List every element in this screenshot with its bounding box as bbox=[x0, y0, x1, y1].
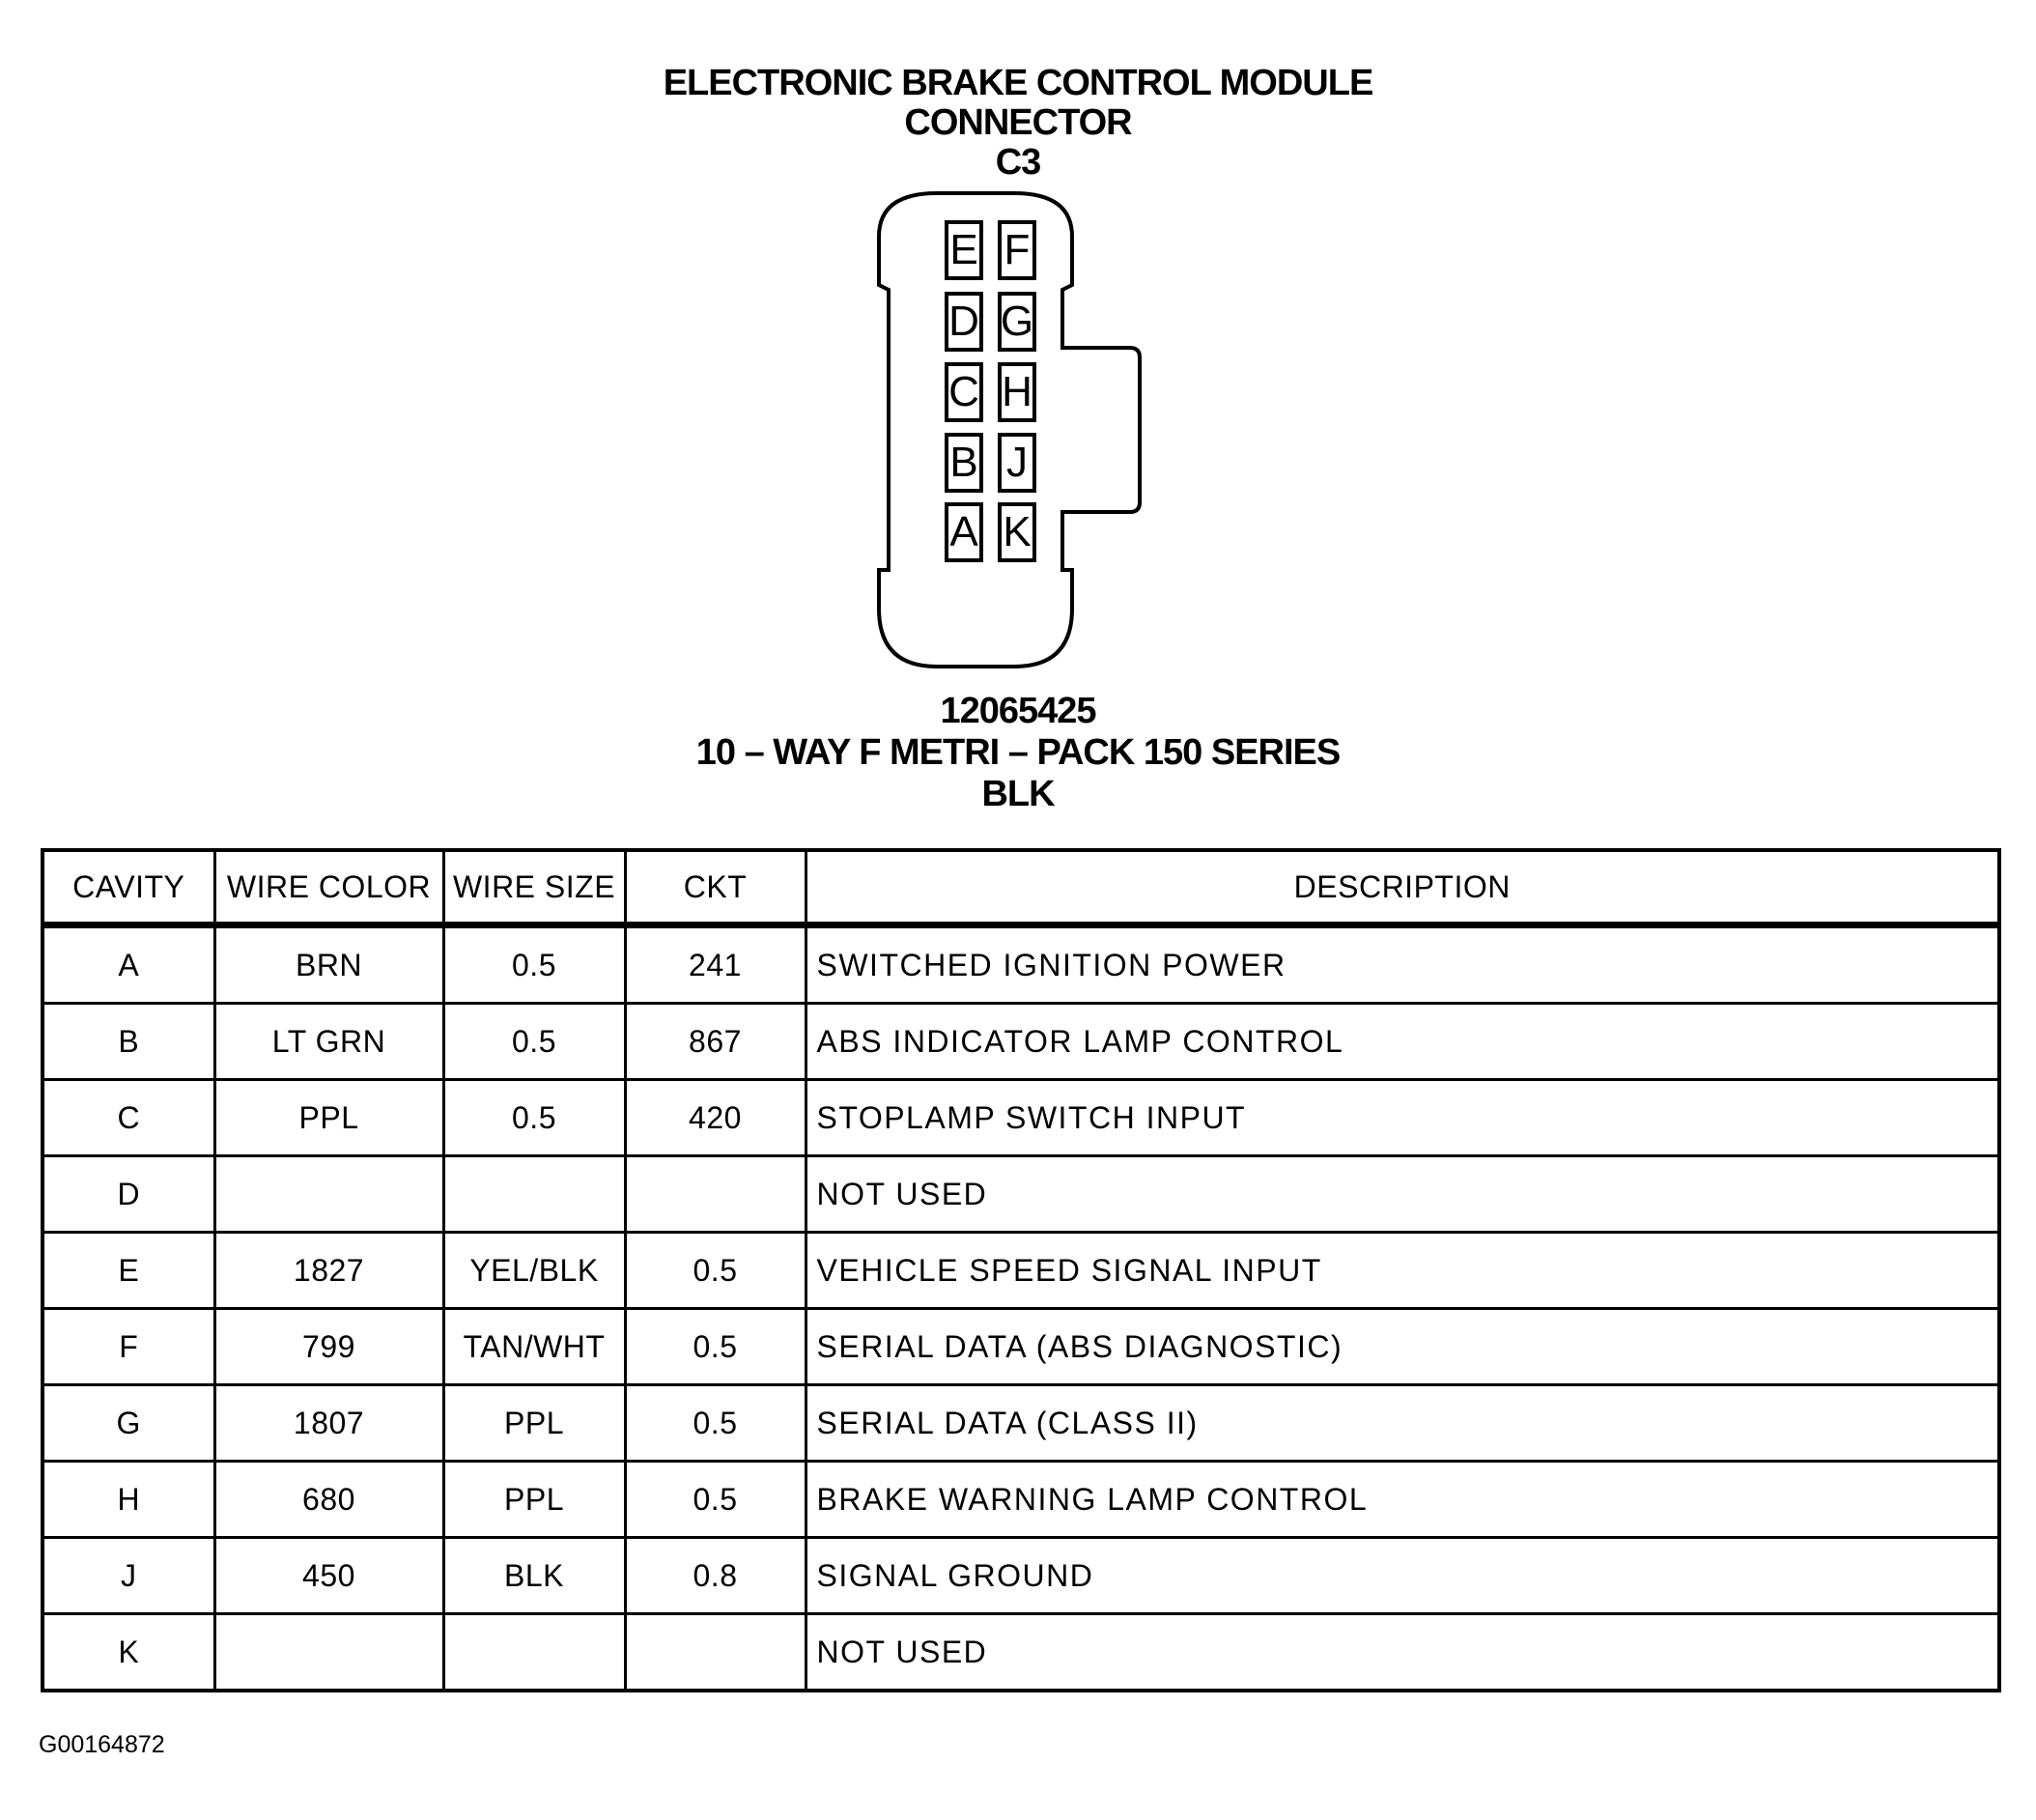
title-line-2: CONNECTOR bbox=[904, 102, 1132, 143]
table-row bbox=[42, 925, 1999, 1004]
table-row bbox=[42, 1004, 1999, 1080]
cavity-box-k: K bbox=[998, 502, 1036, 562]
cell-cavity: C bbox=[42, 1080, 214, 1156]
header-ckt: CKT bbox=[625, 850, 806, 925]
header-description: DESCRIPTION bbox=[806, 850, 1999, 925]
cell-wire-size: YEL/BLK bbox=[443, 1233, 625, 1309]
cell-wire-color bbox=[214, 1156, 443, 1233]
cell-wire-size: PPL bbox=[443, 1385, 625, 1462]
cell-cavity: D bbox=[42, 1156, 214, 1233]
cell-wire-color: LT GRN bbox=[214, 1004, 443, 1080]
cell-wire-color: 1807 bbox=[214, 1385, 443, 1462]
cell-cavity: F bbox=[42, 1309, 214, 1385]
cell-wire-size: TAN/WHT bbox=[443, 1309, 625, 1385]
cell-ckt: 0.5 bbox=[625, 1233, 806, 1309]
title-line-3: C3 bbox=[995, 142, 1041, 183]
cell-wire-size: PPL bbox=[443, 1462, 625, 1538]
cell-cavity: J bbox=[42, 1538, 214, 1614]
cell-ckt: 241 bbox=[625, 925, 806, 1004]
cell-description: SERIAL DATA (CLASS II) bbox=[806, 1385, 1999, 1462]
cell-wire-size: 0.5 bbox=[443, 1080, 625, 1156]
part-number: 12065425 bbox=[940, 691, 1096, 731]
cell-ckt bbox=[625, 1614, 806, 1692]
cell-wire-size: 0.5 bbox=[443, 1004, 625, 1080]
cavity-box-h: H bbox=[998, 362, 1036, 422]
cell-ckt: 0.5 bbox=[625, 1385, 806, 1462]
cavity-box-f: F bbox=[998, 220, 1036, 280]
header-cavity: CAVITY bbox=[42, 850, 214, 925]
header-wire-color: WIRE COLOR bbox=[214, 850, 443, 925]
cavity-box-e: E bbox=[945, 220, 983, 280]
table-row bbox=[42, 1538, 1999, 1614]
cell-cavity: E bbox=[42, 1233, 214, 1309]
table-row bbox=[42, 1462, 1999, 1538]
cell-ckt bbox=[625, 1156, 806, 1233]
cell-wire-color: 1827 bbox=[214, 1233, 443, 1309]
diagram-title bbox=[0, 64, 2036, 183]
cell-cavity: K bbox=[42, 1614, 214, 1692]
cavity-box-a: A bbox=[945, 502, 983, 562]
cell-ckt: 867 bbox=[625, 1004, 806, 1080]
cell-description: NOT USED bbox=[806, 1156, 1999, 1233]
cell-wire-color bbox=[214, 1614, 443, 1692]
cell-wire-size: 0.5 bbox=[443, 925, 625, 1004]
cell-wire-color: PPL bbox=[214, 1080, 443, 1156]
cell-cavity: H bbox=[42, 1462, 214, 1538]
cell-description: SWITCHED IGNITION POWER bbox=[806, 925, 1999, 1004]
cavity-box-j: J bbox=[998, 433, 1036, 493]
cell-wire-color: 450 bbox=[214, 1538, 443, 1614]
cavity-box-b: B bbox=[945, 433, 983, 493]
cell-wire-color: 680 bbox=[214, 1462, 443, 1538]
cell-description: NOT USED bbox=[806, 1614, 1999, 1692]
cell-wire-size bbox=[443, 1156, 625, 1233]
cell-wire-color: 799 bbox=[214, 1309, 443, 1385]
cell-description: SIGNAL GROUND bbox=[806, 1538, 1999, 1614]
table-row bbox=[42, 1309, 1999, 1385]
cell-wire-size: BLK bbox=[443, 1538, 625, 1614]
cavity-box-d: D bbox=[945, 292, 983, 352]
part-info bbox=[0, 691, 2036, 815]
cell-wire-color: BRN bbox=[214, 925, 443, 1004]
cell-description: BRAKE WARNING LAMP CONTROL bbox=[806, 1462, 1999, 1538]
cell-description: VEHICLE SPEED SIGNAL INPUT bbox=[806, 1233, 1999, 1309]
cell-cavity: G bbox=[42, 1385, 214, 1462]
table-row bbox=[42, 1156, 1999, 1233]
connector-drawing bbox=[850, 184, 1178, 686]
connector-color: BLK bbox=[981, 774, 1055, 814]
pinout-table bbox=[41, 848, 2001, 1692]
cavity-box-g: G bbox=[998, 292, 1036, 352]
figure-id: G00164872 bbox=[39, 1731, 165, 1758]
cell-ckt: 420 bbox=[625, 1080, 806, 1156]
cavity-box-c: C bbox=[945, 362, 983, 422]
cell-wire-size bbox=[443, 1614, 625, 1692]
table-row bbox=[42, 1614, 1999, 1692]
title-line-1: ELECTRONIC BRAKE CONTROL MODULE bbox=[663, 63, 1373, 103]
cell-ckt: 0.8 bbox=[625, 1538, 806, 1614]
cell-cavity: B bbox=[42, 1004, 214, 1080]
cell-description: ABS INDICATOR LAMP CONTROL bbox=[806, 1004, 1999, 1080]
cell-description: SERIAL DATA (ABS DIAGNOSTIC) bbox=[806, 1309, 1999, 1385]
table-row bbox=[42, 1080, 1999, 1156]
connector-type: 10 – WAY F METRI – PACK 150 SERIES bbox=[695, 732, 1341, 773]
cell-ckt: 0.5 bbox=[625, 1462, 806, 1538]
header-wire-size: WIRE SIZE bbox=[443, 850, 625, 925]
table-row bbox=[42, 1385, 1999, 1462]
cell-description: STOPLAMP SWITCH INPUT bbox=[806, 1080, 1999, 1156]
table-row bbox=[42, 1233, 1999, 1309]
cell-ckt: 0.5 bbox=[625, 1309, 806, 1385]
table-header-row bbox=[42, 850, 1999, 925]
cell-cavity: A bbox=[42, 925, 214, 1004]
